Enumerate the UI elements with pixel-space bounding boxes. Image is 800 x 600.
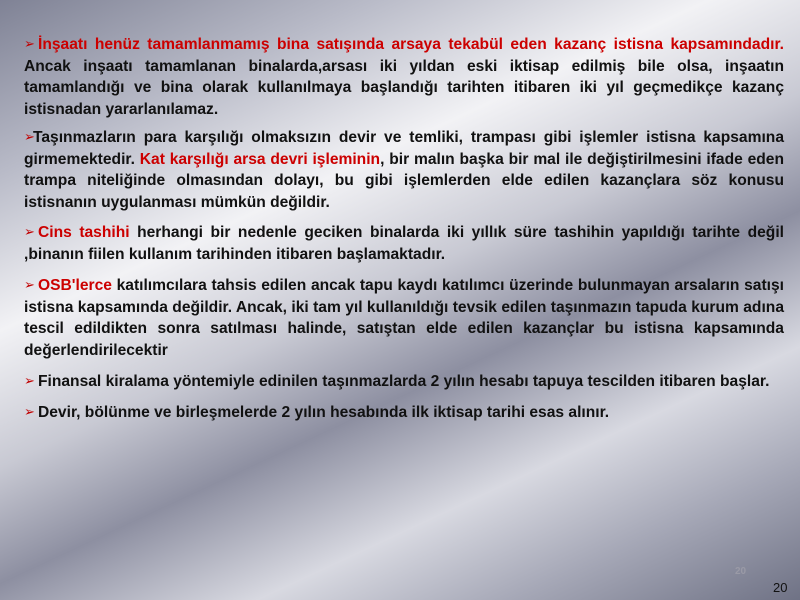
paragraph-devir-temlik [24,126,784,213]
arrow-bullet-icon: ➢ [24,129,35,144]
paragraph-cins-tashihi [24,221,784,265]
paragraph-text: Finansal kiralama yöntemiyle edinilen taşınmazlarda 2 yılın hesabı tapuya tescilden itibaren başlar. [38,373,770,390]
paragraph-text: Taşınmazların para karşılığı olmaksızın devir ve temliki, trampası gibi işlemler istisna kapsamına girmemektedir. [24,129,784,168]
arrow-bullet-icon: ➢ [24,224,35,239]
highlight-text: Kat karşılığı arsa devri işleminin [139,150,381,168]
paragraph-arsa-istisna [24,33,784,120]
paragraph-text: katılımcılara tahsis edilen ancak tapu kaydı katılımcı üzerinde bulunmayan arsaların satışı istisna kapsamında değildir. Ancak, iki tam yıl kullanıldığı tevsik edilen taşınmazın tapuda kurum adına tescil edildikten sonra satılması halinde, satıştan elde edilen kazançlar bu istisna kapsamında değerlendirilecektir [24,277,784,359]
paragraph-text: , bir malın başka bir mal ile değiştirilmesini ifade eden trampa niteliğinde olmasından dolayı, bu gibi işlemlerden elde edilen kazançlara söz konusu istisnanın uygulanması mümkün değildir. [24,150,784,211]
page-number: 20 [773,580,788,595]
arrow-bullet-icon: ➢ [24,36,35,51]
arrow-bullet-icon: ➢ [24,373,35,388]
slide-content [24,33,784,432]
paragraph-finansal-kiralama [24,370,784,393]
paragraph-osb [24,274,784,361]
arrow-bullet-icon: ➢ [24,403,35,419]
paragraph-text: herhangi bir nedenle geciken binalarda iki yıllık süre tashihin yapıldığı tarihte değil ,binanın fiilen kullanım tarihinden itibaren başlamaktadır. [24,224,784,263]
highlight-text: İnşaatı henüz tamamlanmamış bina satışında arsaya tekabül eden kazanç istisna kapsamındadır. [38,36,784,53]
paragraph-text: Devir, bölünme ve birleşmelerde 2 yılın hesabında ilk iktisap tarihi esas alınır. [38,403,610,421]
slide-number-placeholder: 20 [735,566,747,577]
paragraph-text: Ancak inşaatı tamamlanan binalarda,arsası iki yıldan eski iktisap edilmiş bile olsa, inşaatın tamamlandığı ve bina olarak kullanılmaya başlandığı tarihten itibaren iki yıl geçmedikçe kazanç istisnadan yararlanılamaz. [24,57,784,118]
highlight-text: OSB'lerce [38,277,112,294]
arrow-bullet-icon: ➢ [24,277,35,292]
paragraph-devir-bolunme [24,401,784,424]
highlight-text: Cins tashihi [38,224,130,241]
